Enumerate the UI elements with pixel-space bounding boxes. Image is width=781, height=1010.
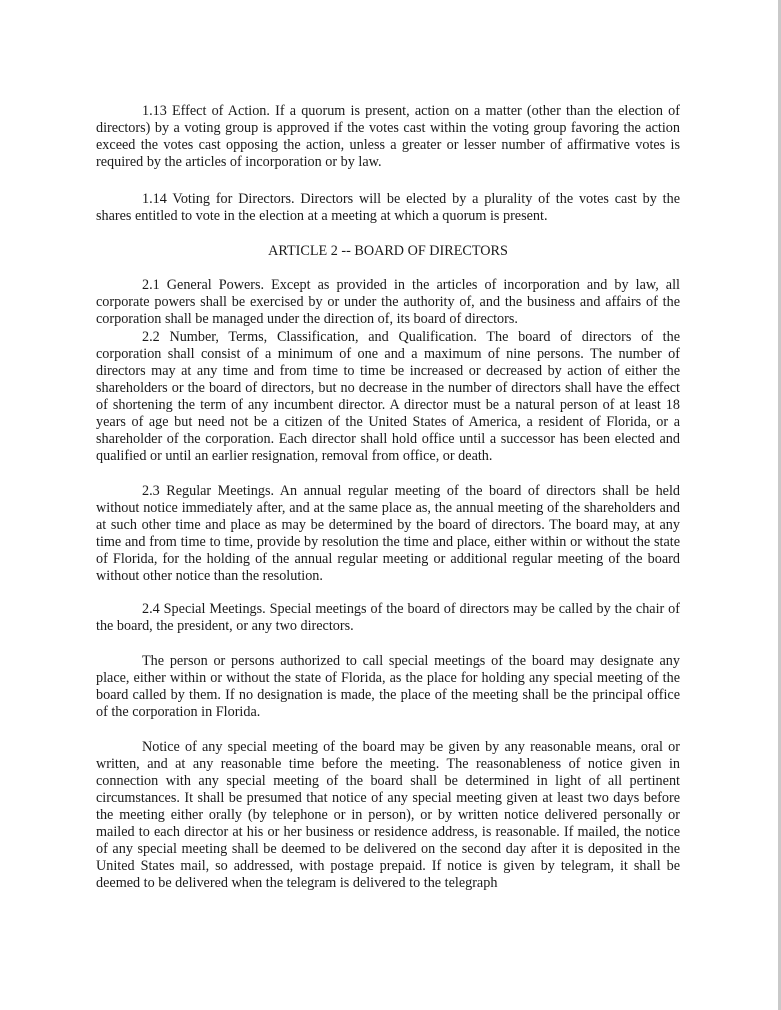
paragraph-2-4-special-meetings: 2.4 Special Meetings. Special meetings of the board of directors may be called by the chair of the board, the president, or any two directors.	[96, 601, 680, 634]
paragraph-special-meeting-notice: Notice of any special meeting of the board may be given by any reasonable means, oral or written, and at any reasonable time before the meeting. The reasonableness of notice given in connection with any special meeting of the board shall be determined in light of all pertinent circumstances. It shall be presumed that notice of any special meeting given at least two days before the meeting either orally (by telephone or in person), or by written notice delivered personally or mailed to each director at his or her business or residence address, is reasonable. If mailed, the notice of any special meeting shall be deemed to be delivered on the second day after it is deposited in the United States mail, so addressed, with postage prepaid. If notice is given by telegram, it shall be deemed to be delivered when the telegram is delivered to the telegraph	[96, 739, 680, 891]
paragraph-2-3-regular-meetings: 2.3 Regular Meetings. An annual regular meeting of the board of directors shall be held without notice immediately after, and at the same place as, the annual meeting of the shareholders and at such other time and place as may be determined by the board of directors. The board may, at any time and from time to time, provide by resolution the time and place, either within or without the state of Florida, for the holding of the annual regular meeting or additional regular meeting of the board without other notice than the resolution.	[96, 483, 680, 584]
paragraph-special-meeting-place: The person or persons authorized to call special meetings of the board may designate any place, either within or without the state of Florida, as the place for holding any special meeting of the board called by them. If no designation is made, the place of the meeting shall be the principal office of the corporation in Florida.	[96, 653, 680, 720]
article-2-heading: ARTICLE 2 -- BOARD OF DIRECTORS	[268, 243, 508, 259]
paragraph-2-2-number-terms: 2.2 Number, Terms, Classification, and Qualification. The board of directors of the corporation shall consist of a minimum of one and a maximum of nine persons. The number of directors may at any time and from time to time be increased or decreased by action of either the shareholders or the board of directors, but no decrease in the number of directors shall have the effect of shortening the term of any incumbent director. A director must be a natural person of at least 18 years of age but need not be a citizen of the United States of America, a resident of Florida, or a shareholder of the corporation. Each director shall hold office until a successor has been elected and qualified or until an earlier resignation, removal from office, or death.	[96, 329, 680, 464]
paragraph-1-14-voting-for-directors: 1.14 Voting for Directors. Directors will be elected by a plurality of the votes cast by the shares entitled to vote in the election at a meeting at which a quorum is present.	[96, 191, 680, 224]
paragraph-2-1-general-powers: 2.1 General Powers. Except as provided in the articles of incorporation and by law, all corporate powers shall be exercised by or under the authority of, and the business and affairs of the corporation shall be managed under the direction of, its board of directors.	[96, 277, 680, 327]
paragraph-1-13-effect-of-action: 1.13 Effect of Action. If a quorum is present, action on a matter (other than the election of directors) by a voting group is approved if the votes cast within the voting group favoring the action exceed the votes cast opposing the action, unless a greater or lesser number of affirmative votes is required by the articles of incorporation or by law.	[96, 103, 680, 170]
